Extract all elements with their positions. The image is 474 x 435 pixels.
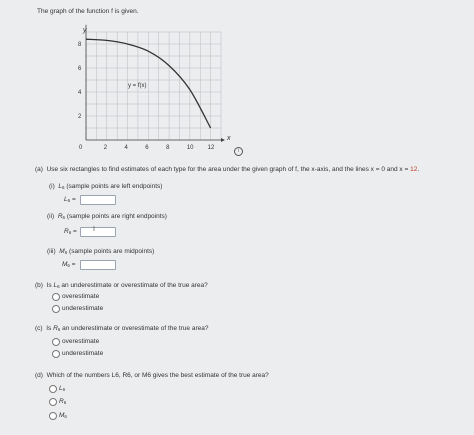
part-a-item-3: (iii) $M_6$ (sample points are midpoints): [47, 248, 155, 255]
y-tick-label: 4: [78, 90, 82, 96]
part-d-m6-radio[interactable]: [49, 412, 57, 420]
x-tick-label: 4: [124, 145, 128, 151]
part-b-option-2: underestimate: [62, 305, 104, 312]
part-a-eq-1: $L_6$ =: [64, 196, 76, 203]
l6-answer-input[interactable]: [80, 195, 116, 205]
r6-answer-input[interactable]: [80, 227, 116, 237]
part-a-label: (a): [35, 166, 43, 173]
m6-answer-input[interactable]: [80, 260, 116, 270]
part-a-highlight: 12: [410, 166, 418, 173]
x-tick-label: 8: [166, 145, 170, 151]
curve-label: y = f(x): [128, 83, 147, 89]
x-tick-label: 12: [207, 145, 215, 151]
part-d-r6-radio[interactable]: [49, 398, 57, 406]
x-tick-label: 10: [186, 145, 194, 151]
x-tick-label: 6: [145, 145, 149, 151]
text-cursor-icon: I: [93, 226, 95, 233]
part-c-overestimate-radio[interactable]: [52, 338, 60, 346]
part-d-option-l6: $L_6$: [59, 385, 66, 392]
y-tick-label: 6: [78, 66, 82, 72]
part-a-item-2: (ii) $R_6$ (sample points are right endpoints): [47, 213, 167, 220]
part-a-eq-2: $R_6$ =: [64, 228, 77, 235]
graph-x-label: x: [227, 135, 231, 142]
graph-y-label: y: [83, 27, 87, 34]
part-a-question: (a) Use six rectangles to find estimates of each type for the area under the given graph of f, the x-axis, and the lines x = 0 and x = 12.: [35, 166, 420, 173]
x-axis-arrow: [221, 138, 225, 142]
part-b-option-1: overestimate: [62, 293, 100, 300]
part-d-question: (d) Which of the numbers L6, R6, or M6 gives the best estimate of the true area?: [35, 372, 269, 379]
part-a-text: Use six rectangles to find estimates of each type for the area under the given graph of f, the x-axis, and the lines x = 0 and x =: [46, 166, 409, 173]
function-graph: [60, 24, 245, 156]
x-tick-label: 0: [79, 145, 83, 151]
info-icon[interactable]: i: [234, 147, 243, 156]
part-b-underestimate-radio[interactable]: [52, 305, 60, 313]
part-d-option-r6: $R_6$: [59, 398, 67, 405]
part-a-item-1: (i) $L_6$ (sample points are left endpoints): [49, 183, 163, 190]
part-c-option-1: overestimate: [62, 338, 100, 345]
part-b-question: (b) Is $L_6$ an underestimate or overestimate of the true area?: [35, 282, 208, 289]
x-tick-label: 2: [103, 145, 108, 151]
part-c-option-2: underestimate: [62, 350, 104, 357]
part-c-underestimate-radio[interactable]: [52, 350, 60, 358]
part-b-overestimate-radio[interactable]: [52, 293, 60, 301]
intro-text: The graph of the function f is given.: [37, 8, 139, 15]
part-d-option-m6: $M_6$: [59, 412, 67, 419]
y-tick-label: 8: [78, 42, 82, 48]
part-c-question: (c) Is $R_6$ an underestimate or overestimate of the true area?: [35, 325, 209, 332]
y-tick-label: 2: [78, 114, 82, 120]
part-d-l6-radio[interactable]: [49, 385, 57, 393]
part-a-eq-3: $M_6$ =: [62, 261, 76, 268]
